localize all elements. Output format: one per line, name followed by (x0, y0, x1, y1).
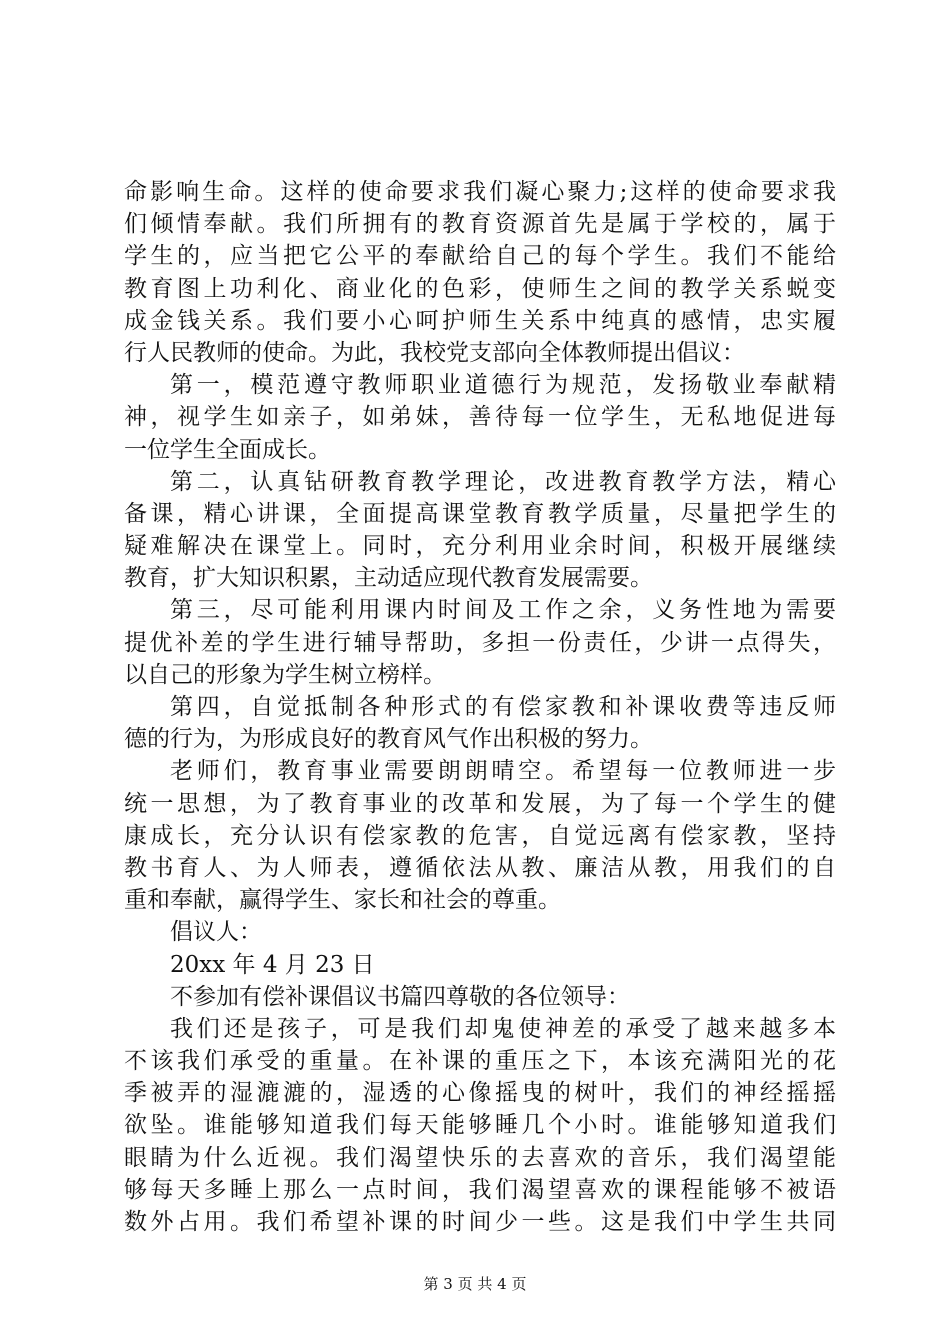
text-line: 眼睛为什么近视。我们渴望快乐的去喜欢的音乐，我们渴望能 (124, 1144, 836, 1171)
text-line: 教育，扩大知识积累，主动适应现代教育发展需要。 (124, 565, 653, 592)
text-line: 统一思想，为了教育事业的改革和发展，为了每一个学生的健 (124, 790, 836, 817)
page-footer: 第 3 页 共 4 页 (423, 1275, 527, 1293)
text-line: 神，视学生如亲子，如弟妹，善待每一位学生，无私地促进每 (124, 404, 836, 431)
text-line: 德的行为，为形成良好的教育风气作出积极的努力。 (124, 726, 653, 753)
text-line: 备课，精心讲课，全面提高课堂教育教学质量，尽量把学生的 (124, 500, 836, 527)
document-body (124, 176, 836, 1238)
text-line: 疑难解决在课堂上。同时，充分利用业余时间，积极开展继续 (124, 533, 836, 560)
text-line: 提优补差的学生进行辅导帮助，多担一份责任，少讲一点得失， (124, 629, 836, 656)
text-line: 第一，模范遵守教师职业道德行为规范，发扬敬业奉献精 (170, 372, 836, 399)
text-line: 够每天多睡上那么一点时间，我们渴望喜欢的课程能够不被语 (124, 1176, 836, 1203)
text-line: 学生的，应当把它公平的奉献给自己的每个学生。我们不能给 (124, 243, 836, 270)
text-line: 重和奉献，赢得学生、家长和社会的尊重。 (124, 887, 561, 914)
text-line: 第三，尽可能利用课内时间及工作之余，义务性地为需要 (170, 597, 836, 624)
text-line: 一位学生全面成长。 (124, 436, 331, 463)
text-line: 数外占用。我们希望补课的时间少一些。这是我们中学生共同 (124, 1209, 836, 1235)
text-line: 季被弄的湿漉漉的，湿透的心像摇曳的树叶，我们的神经摇摇 (124, 1080, 836, 1107)
text-line: 以自己的形象为学生树立榜样。 (124, 661, 446, 688)
text-line: 老师们，教育事业需要朗朗晴空。希望每一位教师进一步 (170, 758, 836, 785)
text-line: 第二，认真钻研教育教学理论，改进教育教学方法，精心 (170, 468, 836, 495)
text-line: 20xx 年 4 月 23 日 (170, 951, 375, 978)
text-line: 行人民教师的使命。为此，我校党支部向全体教师提出倡议： (124, 339, 745, 366)
text-line: 第四，自觉抵制各种形式的有偿家教和补课收费等违反师 (170, 694, 836, 720)
text-line: 成金钱关系。我们要小心呵护师生关系中纯真的感情，忠实履 (124, 307, 836, 334)
text-line: 倡议人： (170, 919, 262, 946)
text-line: 我们还是孩子，可是我们却鬼使神差的承受了越来越多本 (170, 1015, 836, 1042)
text-line: 欲坠。谁能够知道我们每天能够睡几个小时。谁能够知道我们 (124, 1112, 836, 1139)
text-line: 们倾情奉献。我们所拥有的教育资源首先是属于学校的，属于 (124, 211, 836, 238)
text-line: 不参加有偿补课倡议书篇四尊敬的各位领导： (170, 983, 630, 1010)
text-line: 命影响生命。这样的使命要求我们凝心聚力;这样的使命要求我 (124, 179, 836, 205)
text-line: 教书育人、为人师表，遵循依法从教、廉洁从教，用我们的自 (124, 854, 836, 881)
text-line: 康成长，充分认识有偿家教的危害，自觉远离有偿家教，坚持 (124, 822, 836, 849)
text-line: 教育图上功利化、商业化的色彩，使师生之间的教学关系蜕变 (124, 275, 836, 302)
text-line: 不该我们承受的重量。在补课的重压之下，本该充满阳光的花 (124, 1048, 836, 1075)
